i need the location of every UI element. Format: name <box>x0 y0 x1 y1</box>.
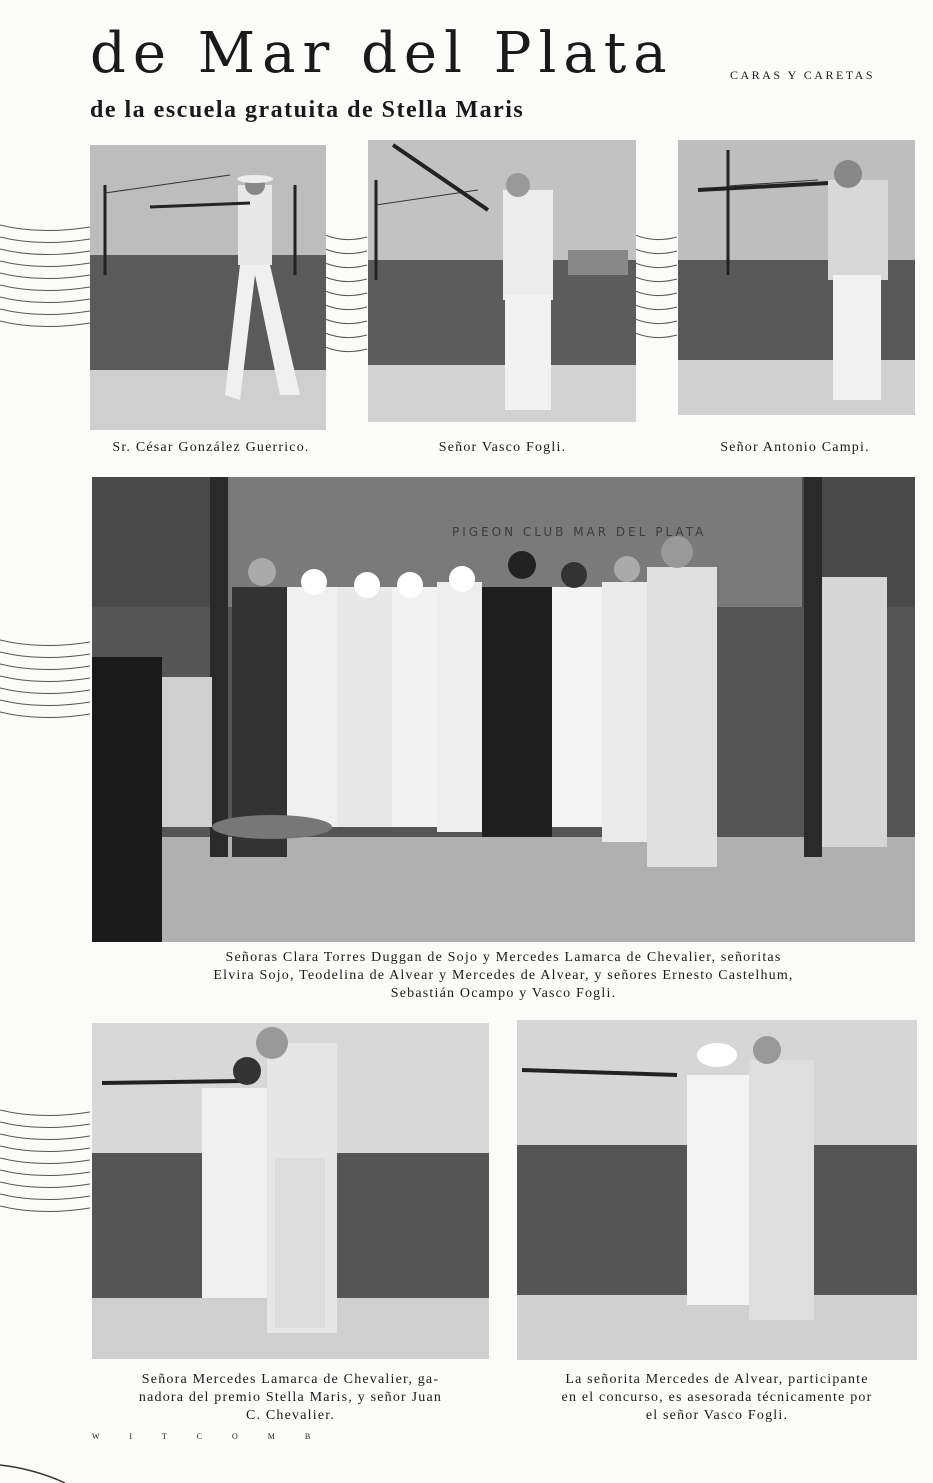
caption-group-line-2: Elvira Sojo, Teodelina de Alvear y Mercedes de Alvear, y señores Ernesto Castelhum, <box>213 968 794 983</box>
right-wavy-lines <box>325 225 370 405</box>
left-wavy-lines-top <box>0 215 95 345</box>
left-wavy-lines-middle <box>0 630 95 740</box>
caption-photo-6-line-1: La señorita Mercedes de Alvear, participante <box>565 1372 869 1387</box>
caption-group-line-1: Señoras Clara Torres Duggan de Sojo y Mercedes Lamarca de Chevalier, señoritas <box>225 950 782 965</box>
left-wavy-lines-bottom <box>0 1100 95 1230</box>
caption-photo-6-line-3: el señor Vasco Fogli. <box>645 1408 789 1423</box>
photographer-mark: W I T C O M B <box>92 1432 325 1441</box>
caption-photo-3: Señor Antonio Campi. <box>720 440 870 455</box>
caption-photo-5-line-2: nadora del premio Stella Maris, y señor Juan <box>138 1390 443 1405</box>
right-wavy-lines-2 <box>635 225 680 405</box>
photo-shooter-antonio-campi <box>678 140 915 415</box>
caption-photo-5-line-3: C. Chevalier. <box>245 1408 336 1423</box>
photo-alvear-with-fogli <box>517 1020 917 1360</box>
club-sign-text: PIGEON CLUB MAR DEL PLATA <box>452 525 707 539</box>
page-subtitle: de la escuela gratuita de Stella Maris <box>90 97 525 123</box>
corner-curl <box>0 1445 70 1483</box>
caption-photo-1: Sr. César González Guerrico. <box>112 440 310 455</box>
photo-shooter-vasco-fogli <box>368 140 636 422</box>
caption-photo-5-line-1: Señora Mercedes Lamarca de Chevalier, ga- <box>141 1372 440 1387</box>
caption-photo-6-line-2: en el concurso, es asesorada técnicamente por <box>561 1390 873 1405</box>
magazine-masthead: CARAS Y CARETAS <box>730 68 876 82</box>
photo-chevalier-couple <box>92 1023 489 1359</box>
caption-photo-2: Señor Vasco Fogli. <box>438 440 567 455</box>
photo-group-pigeon-club <box>92 477 915 942</box>
photo-shooter-gonzalez-guerrico <box>90 145 326 430</box>
page-title: de Mar del Plata <box>90 21 674 86</box>
caption-group-line-3: Sebastián Ocampo y Vasco Fogli. <box>390 986 617 1001</box>
